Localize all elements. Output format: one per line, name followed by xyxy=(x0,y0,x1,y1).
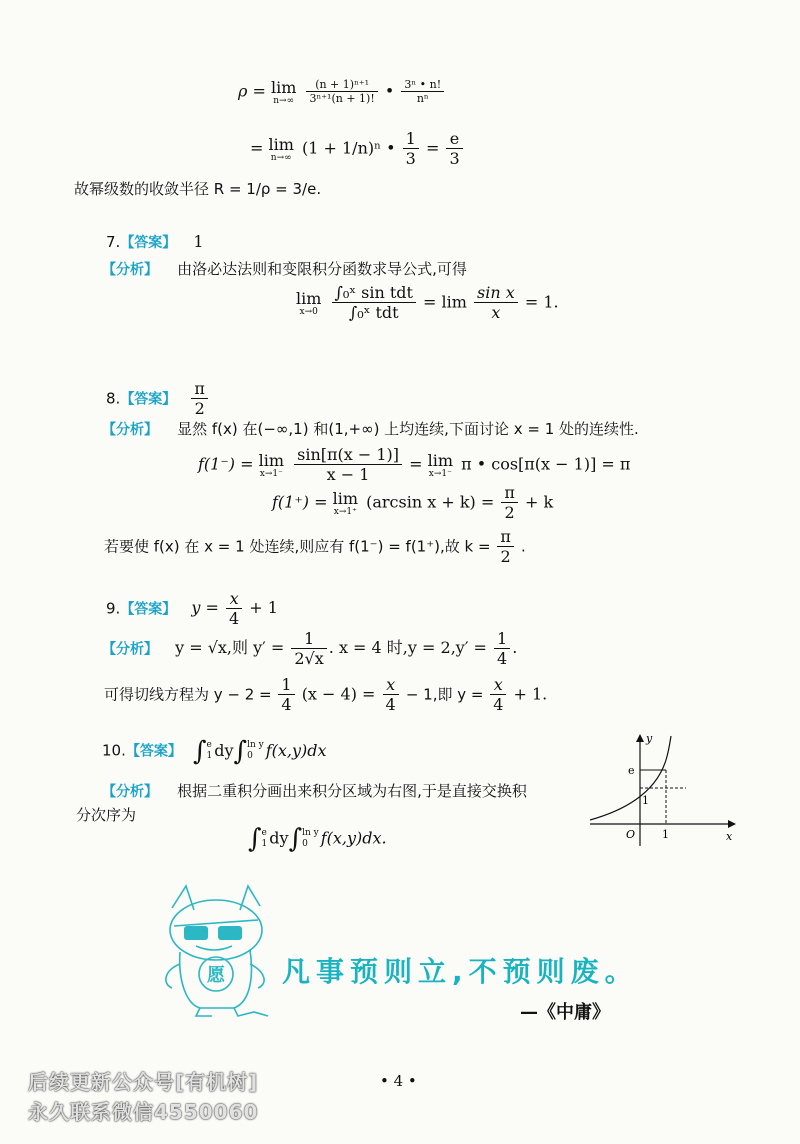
motto-quote: 凡事预则立,不预则废。 xyxy=(282,955,639,988)
q7-limit-formula: lim x→0 $\frac{\text{∫₀ˣ sin tdt}}{\text{∫₀ˣ tdt}}$ = lim $\frac{\text{sin x}}{x}$ = 1. xyxy=(296,283,559,322)
q9-answer-line: 9.【答案】 y = $\frac{x}{4}$ + 1 xyxy=(106,589,278,628)
analysis-tag: 【分析】 xyxy=(102,784,158,800)
analysis-tag: 【分析】 xyxy=(102,641,158,658)
q8-conclusion: 若要使 f(x) 在 x = 1 处连续,则应有 f(1⁻) = f(1⁺),故 k = $\frac{\pi}{2}$ . xyxy=(104,527,526,566)
q9-tangent-line: 可得切线方程为 y − 2 = $\frac{1}{4}$ (x − 4) = $\frac{x}{4}$ − 1,即 y = $\frac{x}{4}$ + 1. xyxy=(104,675,548,714)
analysis-tag: 【分析】 xyxy=(102,422,158,438)
answer-tag: 【答案】 xyxy=(120,235,177,251)
exp-curve xyxy=(590,736,671,820)
quote-source: —《中庸》 xyxy=(520,1002,610,1023)
watermark-line2: 永久联系微信4550060 xyxy=(28,1100,259,1124)
analysis-tag: 【分析】 xyxy=(102,262,158,278)
q10-analysis-line: 【分析】 根据二重积分画出来积分区域为右图,于是直接交换积 xyxy=(102,782,527,800)
y-axis-arrow-icon xyxy=(636,734,644,742)
fraction: $\frac{\text{3ⁿ • n!}}{\text{nⁿ}}$ xyxy=(401,79,444,105)
graph-e-label: e xyxy=(628,764,635,777)
fraction: $\frac{\text{(n + 1)ⁿ⁺¹}}{\text{3ⁿ⁺¹(n + 1)!}}$ xyxy=(306,79,377,105)
answer-tag: 【答案】 xyxy=(120,601,177,618)
graph-one-x-label: 1 xyxy=(662,828,669,841)
rho-formula-line1: ρ = lim n→∞ $\frac{\text{(n + 1)ⁿ⁺¹}}{\text{3ⁿ⁺¹(n + 1)!}}$ • $\frac{\text{3ⁿ • n!}}{\text{nⁿ}}$ xyxy=(238,78,446,106)
graph-origin-label: O xyxy=(626,828,636,841)
q10-swapped-integral: ∫ e 1 dy∫ ln y 0 f(x,y)dx. xyxy=(248,824,387,854)
answer-tag: 【答案】 xyxy=(125,743,182,760)
q7-analysis-line: 【分析】 由洛必达法则和变限积分函数求导公式,可得 xyxy=(102,260,467,278)
radius-conclusion: 故幂级数的收敛半径 R = 1/ρ = 3/e. xyxy=(74,180,322,198)
graph-x-label: x xyxy=(726,830,733,843)
graph-y-label: y xyxy=(646,732,653,745)
q10-answer-line: 10.【答案】 ∫ e 1 dy∫ ln y 0 f(x,y)dx xyxy=(102,736,327,766)
q10-analysis-line2: 分次序为 xyxy=(76,806,137,824)
page-number: • 4 • xyxy=(380,1072,417,1090)
sunglasses-right xyxy=(218,926,242,940)
q8-right-limit: f(1⁺) = lim x→1⁺ (arcsin x + k) = $\frac{\pi}{2}$ + k xyxy=(272,483,554,522)
limit-operator: lim n→∞ xyxy=(270,78,297,106)
q9-analysis-line: 【分析】 y = √x,则 y′ = $\frac{1}{2√x}$ . x = 4 时,y = 2,y′ = $\frac{1}{4}$ . xyxy=(102,629,518,668)
q8-analysis-line: 【分析】 显然 f(x) 在(−∞,1) 和(1,+∞) 上均连续,下面讨论 x = 1 处的连续性. xyxy=(102,420,639,438)
q8-left-limit: f(1⁻) = lim x→1⁻ $\frac{\sin[\pi(x - 1)]}{x - 1}$ = lim x→1⁻ π • cos[π(x − 1)] = π xyxy=(198,445,631,484)
rho-formula-line2: = lim n→∞ (1 + 1/n)ⁿ • $\frac{1}{3}$ = $\frac{e}{3}$ xyxy=(250,130,465,168)
mascot-illustration xyxy=(150,880,280,1020)
answer-tag: 【答案】 xyxy=(120,391,177,408)
integration-region-graph xyxy=(586,730,746,850)
q8-answer-line: 8.【答案】 $\frac{\pi}{2}$ xyxy=(106,380,210,418)
watermark-line1: 后续更新公众号[有机树] xyxy=(28,1070,259,1094)
sunglasses-left xyxy=(184,926,208,940)
x-axis-arrow-icon xyxy=(728,820,736,828)
mascot-char: 愿 xyxy=(207,965,225,986)
q7-answer-line: 7.【答案】 1 xyxy=(106,232,204,251)
graph-one-y-label: 1 xyxy=(642,794,649,807)
